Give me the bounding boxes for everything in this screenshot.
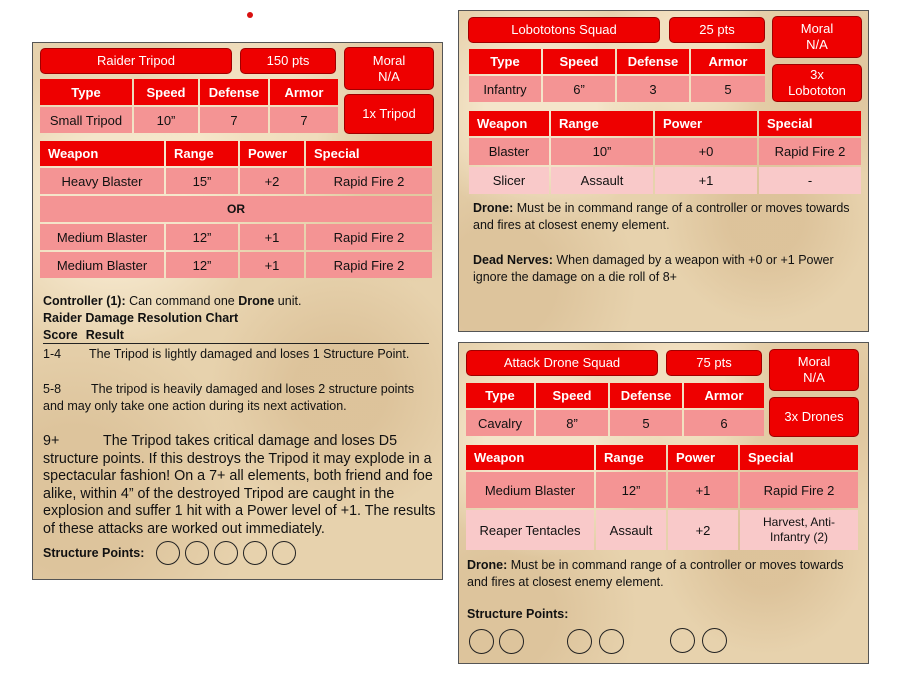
controller-label: Controller (1):	[43, 294, 126, 308]
structure-point-circle[interactable]	[469, 629, 494, 654]
structure-label: Structure Points:	[43, 545, 145, 560]
weapon-name: Reaper Tentacles	[466, 510, 594, 550]
weapon-special: Rapid Fire 2	[740, 472, 858, 508]
red-dot	[247, 12, 253, 18]
points-box	[669, 17, 765, 43]
weapon-name: Slicer	[469, 167, 549, 194]
controller-drone: Drone	[238, 294, 275, 308]
moral-box	[344, 47, 434, 90]
weapon-power: +1	[240, 224, 304, 250]
points-box	[240, 48, 336, 74]
drone-rule	[467, 557, 862, 591]
weapon-header: Weapon	[466, 445, 594, 470]
structure-points	[469, 628, 769, 656]
result-header: Result	[85, 328, 124, 342]
dead-nerves-rule	[473, 252, 861, 286]
stat-armor: 5	[691, 76, 765, 102]
moral-label: Moral N/A	[372, 52, 406, 84]
points-box	[666, 350, 762, 376]
structure-point-circle[interactable]	[499, 629, 524, 654]
weapons-table	[464, 443, 860, 552]
weapon-special: -	[759, 167, 861, 194]
weapon-range: 12”	[166, 252, 238, 278]
weapon-range: Assault	[596, 510, 666, 550]
damage-chart-header	[43, 328, 429, 344]
weapon-range: Assault	[551, 167, 653, 194]
stat-header: Speed	[536, 383, 608, 408]
unit-count: 3x Lobototon	[788, 67, 846, 98]
weapons-table	[38, 139, 434, 280]
stat-header: Defense	[610, 383, 682, 408]
weapon-header: Special	[759, 111, 861, 136]
weapon-header: Range	[551, 111, 653, 136]
weapon-header: Range	[596, 445, 666, 470]
unit-count: 1x Tripod	[362, 106, 416, 121]
weapon-name: Medium Blaster	[40, 224, 164, 250]
structure-points	[43, 541, 296, 565]
stat-type: Infantry	[469, 76, 541, 102]
drone-label: Drone:	[467, 558, 508, 572]
weapon-name: Medium Blaster	[466, 472, 594, 508]
weapon-range: 10”	[551, 138, 653, 165]
weapon-header: Power	[668, 445, 738, 470]
weapon-special: Rapid Fire 2	[306, 252, 432, 278]
damage-chart-title: Raider Damage Resolution Chart	[43, 311, 239, 325]
drone-text: Must be in command range of a controller or moves towards and fires at closest enemy element.	[467, 558, 844, 589]
dead-nerves-text: When damaged by a weapon with +0 or +1 Power ignore the damage on a die roll of 8+	[473, 253, 834, 284]
moral-box	[769, 349, 859, 391]
unit-count-box	[344, 94, 434, 134]
weapon-range: 12”	[596, 472, 666, 508]
weapon-range: 12”	[166, 224, 238, 250]
moral-box	[772, 16, 862, 58]
lobototons-squad-card	[458, 10, 869, 332]
damage-result: The Tripod takes critical damage and loses D5 structure points. If this destroys the Tripod it may explode in a spectacular fashion! On a 7+ all elements, both friend and foe alike, within 4” of the destroyed Tripod are caught in the explosion and suffer 1 hit with a Power level of +1. The results of these attacks are worked out immediately.	[43, 433, 436, 537]
or-divider: OR	[40, 196, 432, 222]
score-header: Score	[43, 328, 78, 342]
weapon-header: Power	[240, 141, 304, 166]
weapon-name: Heavy Blaster	[40, 168, 164, 194]
unit-name-box	[468, 17, 660, 43]
weapon-range: 15”	[166, 168, 238, 194]
moral-label: Moral N/A	[800, 21, 834, 52]
damage-score: 1-4	[43, 347, 62, 361]
stat-speed: 6”	[543, 76, 615, 102]
weapon-special: Harvest, Anti- Infantry (2)	[740, 510, 858, 550]
unit-name: Raider Tripod	[96, 53, 176, 68]
stat-header: Type	[469, 49, 541, 74]
unit-points: 150 pts	[266, 53, 310, 68]
structure-point-circle[interactable]	[702, 628, 727, 653]
unit-name-box	[40, 48, 232, 74]
stat-header: Defense	[200, 79, 268, 105]
attack-drone-squad-card	[458, 342, 869, 664]
unit-name: Attack Drone Squad	[503, 355, 621, 370]
stat-header: Armor	[684, 383, 764, 408]
controller-rule	[43, 293, 438, 310]
stat-defense: 7	[200, 107, 268, 133]
damage-result: The tripod is heavily damaged and loses 2 structure points and may only take one action during its next activation.	[43, 382, 415, 413]
weapon-power: +1	[655, 167, 757, 194]
damage-row-3	[43, 433, 439, 538]
stat-speed: 8”	[536, 410, 608, 436]
weapon-power: +2	[240, 168, 304, 194]
weapon-header: Weapon	[40, 141, 164, 166]
raider-tripod-card	[32, 42, 443, 580]
stat-armor: 7	[270, 107, 338, 133]
weapon-power: +1	[240, 252, 304, 278]
weapon-header: Special	[740, 445, 858, 470]
weapon-special: Rapid Fire 2	[759, 138, 861, 165]
weapons-table	[467, 109, 863, 196]
weapon-name: Blaster	[469, 138, 549, 165]
unit-points: 25 pts	[699, 22, 735, 37]
damage-row-2	[43, 381, 423, 415]
stat-header: Defense	[617, 49, 689, 74]
weapon-power: +1	[668, 472, 738, 508]
stat-speed: 10”	[134, 107, 198, 133]
unit-name-box	[466, 350, 658, 376]
weapon-header: Special	[306, 141, 432, 166]
stat-armor: 6	[684, 410, 764, 436]
unit-count-box	[772, 64, 862, 102]
stat-header: Type	[466, 383, 534, 408]
drone-label: Drone:	[473, 201, 514, 215]
unit-name: Lobototons Squad	[511, 22, 617, 37]
damage-row-1	[43, 346, 438, 363]
damage-score: 9+	[43, 433, 60, 449]
stat-header: Armor	[691, 49, 765, 74]
stat-defense: 5	[610, 410, 682, 436]
controller-text: Can command one	[125, 294, 239, 308]
structure-point-circle[interactable]	[272, 541, 296, 565]
structure-point-circle[interactable]	[156, 541, 180, 565]
stat-header: Armor	[270, 79, 338, 105]
weapon-header: Range	[166, 141, 238, 166]
structure-point-circle[interactable]	[567, 629, 592, 654]
stat-type: Cavalry	[466, 410, 534, 436]
weapon-special: Rapid Fire 2	[306, 168, 432, 194]
drone-rule	[473, 200, 858, 234]
structure-point-circle[interactable]	[214, 541, 238, 565]
stat-header: Type	[40, 79, 132, 105]
unit-points: 75 pts	[696, 355, 732, 370]
weapon-header: Weapon	[469, 111, 549, 136]
dead-nerves-label: Dead Nerves:	[473, 253, 553, 267]
stat-header: Speed	[543, 49, 615, 74]
structure-point-circle[interactable]	[185, 541, 209, 565]
unit-count: 3x Drones	[784, 409, 844, 424]
weapon-special: Rapid Fire 2	[306, 224, 432, 250]
weapon-power: +0	[655, 138, 757, 165]
damage-score: 5-8	[43, 382, 62, 396]
structure-point-circle[interactable]	[243, 541, 267, 565]
stat-defense: 3	[617, 76, 689, 102]
controller-end: unit.	[274, 294, 302, 308]
stats-table	[464, 381, 766, 438]
stats-table	[38, 77, 340, 135]
unit-count-box	[769, 397, 859, 437]
weapon-name: Medium Blaster	[40, 252, 164, 278]
drone-text: Must be in command range of a controller or moves towards and fires at closest enemy element.	[473, 201, 850, 232]
stats-table	[467, 47, 767, 104]
structure-point-circle[interactable]	[670, 628, 695, 653]
weapon-power: +2	[668, 510, 738, 550]
moral-label: Moral N/A	[797, 354, 831, 385]
damage-result: The Tripod is lightly damaged and loses 1 Structure Point.	[89, 347, 410, 361]
structure-label: Structure Points:	[467, 607, 569, 621]
stat-type: Small Tripod	[40, 107, 132, 133]
weapon-header: Power	[655, 111, 757, 136]
structure-point-circle[interactable]	[599, 629, 624, 654]
stat-header: Speed	[134, 79, 198, 105]
